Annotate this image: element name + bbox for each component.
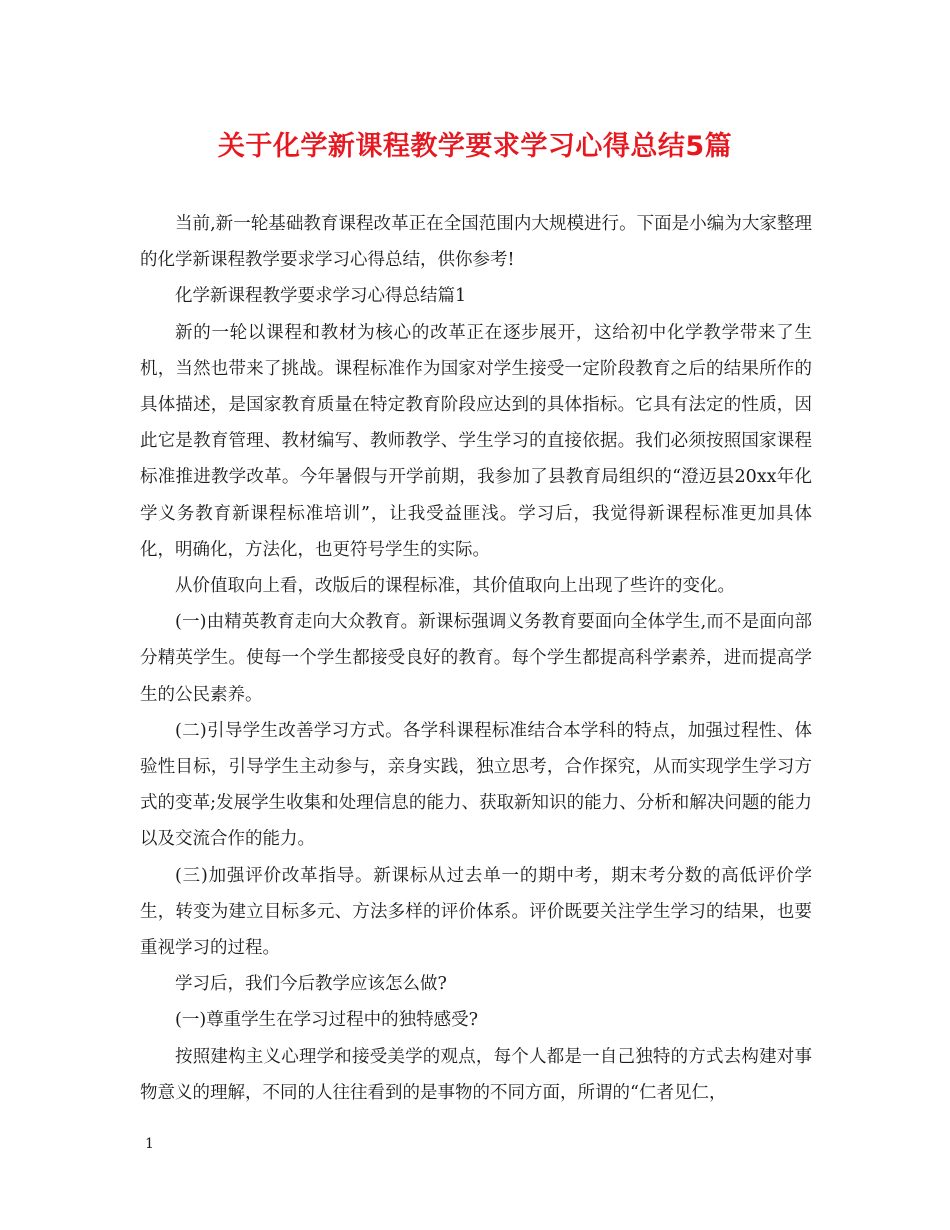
paragraph: (二)引导学生改善学习方式。各学科课程标准结合本学科的特点，加强过程性、体验性目标，引导学生主动参与，亲身实践，独立思考，合作探究，从而实现学生学习方式的变革;发展学生收集和处理信息的能力、获取新知识的能力、分析和解决问题的能力以及交流合作的能力。	[140, 720, 812, 850]
document-body	[140, 206, 812, 1111]
section-heading: 化学新课程教学要求学习心得总结篇1	[175, 286, 467, 307]
paragraph: (三)加强评价改革指导。新课标从过去单一的期中考，期末考分数的高低评价学生，转变为建立目标多元、方法多样的评价体系。评价既要关注学生学习的结果，也要重视学习的过程。	[140, 865, 812, 959]
paragraph-intro: 当前,新一轮基础教育课程改革正在全国范围内大规模进行。下面是小编为大家整理的化学新课程教学要求学习心得总结，供你参考!	[140, 214, 812, 271]
paragraph: 从价值取向上看，改版后的课程标准，其价值取向上出现了些许的变化。	[175, 576, 735, 597]
paragraph: 学习后，我们今后教学应该怎么做?	[175, 974, 447, 995]
page-number: 1	[145, 1136, 154, 1152]
paragraph: 按照建构主义心理学和接受美学的观点，每个人都是一自己独特的方式去构建对事物意义的理解，不同的人往往看到的是事物的不同方面，所谓的“仁者见仁，	[140, 1046, 812, 1103]
paragraph: 新的一轮以课程和教材为核心的改革正在逐步展开，这给初中化学教学带来了生机，当然也带来了挑战。课程标准作为国家对学生接受一定阶段教育之后的结果所作的具体描述，是国家教育质量在特定教育阶段应达到的具体指标。它具有法定的性质，因此它是教育管理、教材编写、教师教学、学生学习的直接依据。我们必须按照国家课程标准推进教学改革。今年暑假与开学前期，我参加了县教育局组织的“澄迈县20xx年化学义务教育新课程标准培训”，让我受益匪浅。学习后，我觉得新课程标准更加具体化，明确化，方法化，也更符号学生的实际。	[140, 322, 812, 560]
paragraph: (一)由精英教育走向大众教育。新课标强调义务教育要面向全体学生,而不是面向部分精英学生。使每一个学生都接受良好的教育。每个学生都提高科学素养，进而提高学生的公民素养。	[140, 612, 812, 705]
document-title: 关于化学新课程教学要求学习心得总结5篇	[217, 131, 733, 162]
paragraph: (一)尊重学生在学习过程中的独特感受?	[175, 1010, 479, 1031]
